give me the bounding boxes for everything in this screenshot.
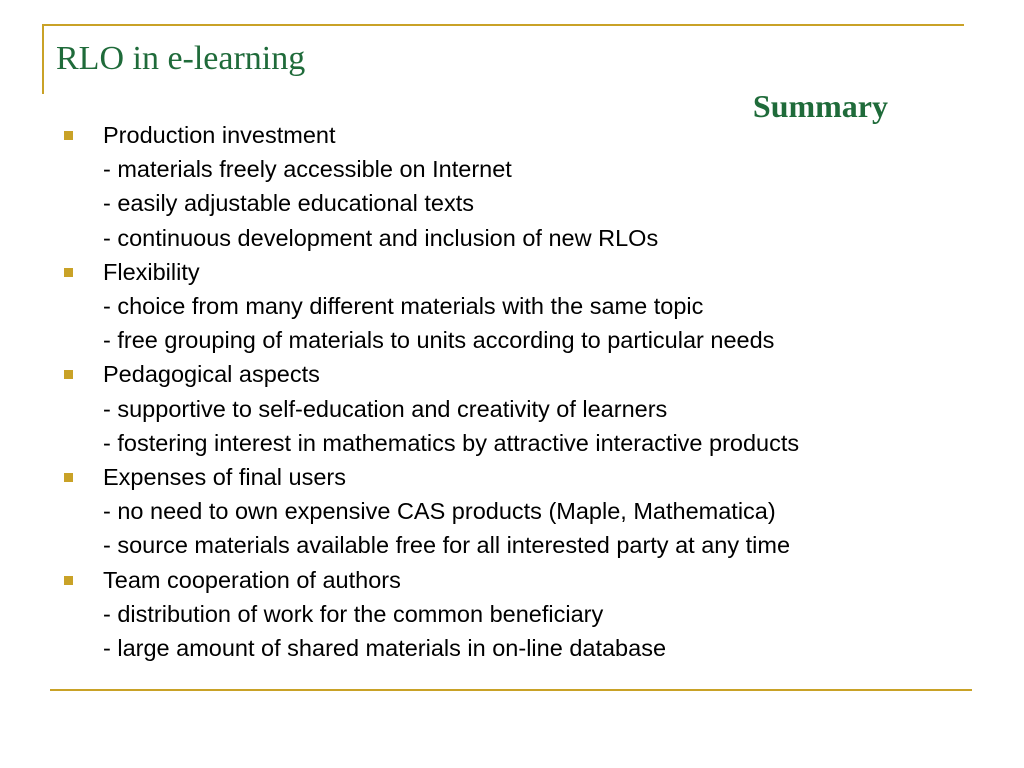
slide-title: RLO in e-learning xyxy=(56,40,306,77)
square-bullet-icon xyxy=(64,576,73,585)
square-bullet-icon xyxy=(64,268,73,277)
square-bullet-icon xyxy=(64,473,73,482)
square-bullet-icon xyxy=(64,370,73,379)
bullet-heading: Pedagogical aspects xyxy=(103,361,320,388)
bullet-list xyxy=(60,118,980,665)
bullet-subline: - supportive to self-education and creativity of learners xyxy=(103,395,668,422)
bullet-heading: Production investment xyxy=(103,122,336,148)
bullet-item xyxy=(60,118,980,255)
bullet-item xyxy=(60,255,980,358)
bullet-heading: Team cooperation of authors xyxy=(103,566,401,593)
bullet-subline: - large amount of shared materials in on-line database xyxy=(103,635,667,662)
bullet-subline: - fostering interest in mathematics by attractive interactive products xyxy=(103,429,800,456)
bottom-divider-line xyxy=(50,689,972,691)
top-divider-line xyxy=(42,24,964,26)
bullet-subline: - continuous development and inclusion of new RLOs xyxy=(103,224,659,251)
bullet-subline: - materials freely accessible on Internet xyxy=(103,156,512,183)
slide-subtitle: Summary xyxy=(752,88,888,124)
left-accent-line xyxy=(42,24,44,94)
bullet-item xyxy=(60,460,980,563)
bullet-subline: - distribution of work for the common beneficiary xyxy=(103,600,604,627)
bullet-item xyxy=(60,357,980,460)
bullet-subline: - no need to own expensive CAS products (Maple, Mathematica) xyxy=(103,498,776,525)
bullet-subline: - easily adjustable educational texts xyxy=(103,190,474,217)
bullet-item xyxy=(60,563,980,666)
bullet-subline: - choice from many different materials with the same topic xyxy=(103,293,704,320)
bullet-heading: Flexibility xyxy=(103,258,200,285)
square-bullet-icon xyxy=(64,131,73,140)
bullet-subline: - free grouping of materials to units according to particular needs xyxy=(103,327,775,354)
bullet-subline: - source materials available free for all interested party at any time xyxy=(103,532,791,559)
bullet-heading: Expenses of final users xyxy=(103,464,346,491)
